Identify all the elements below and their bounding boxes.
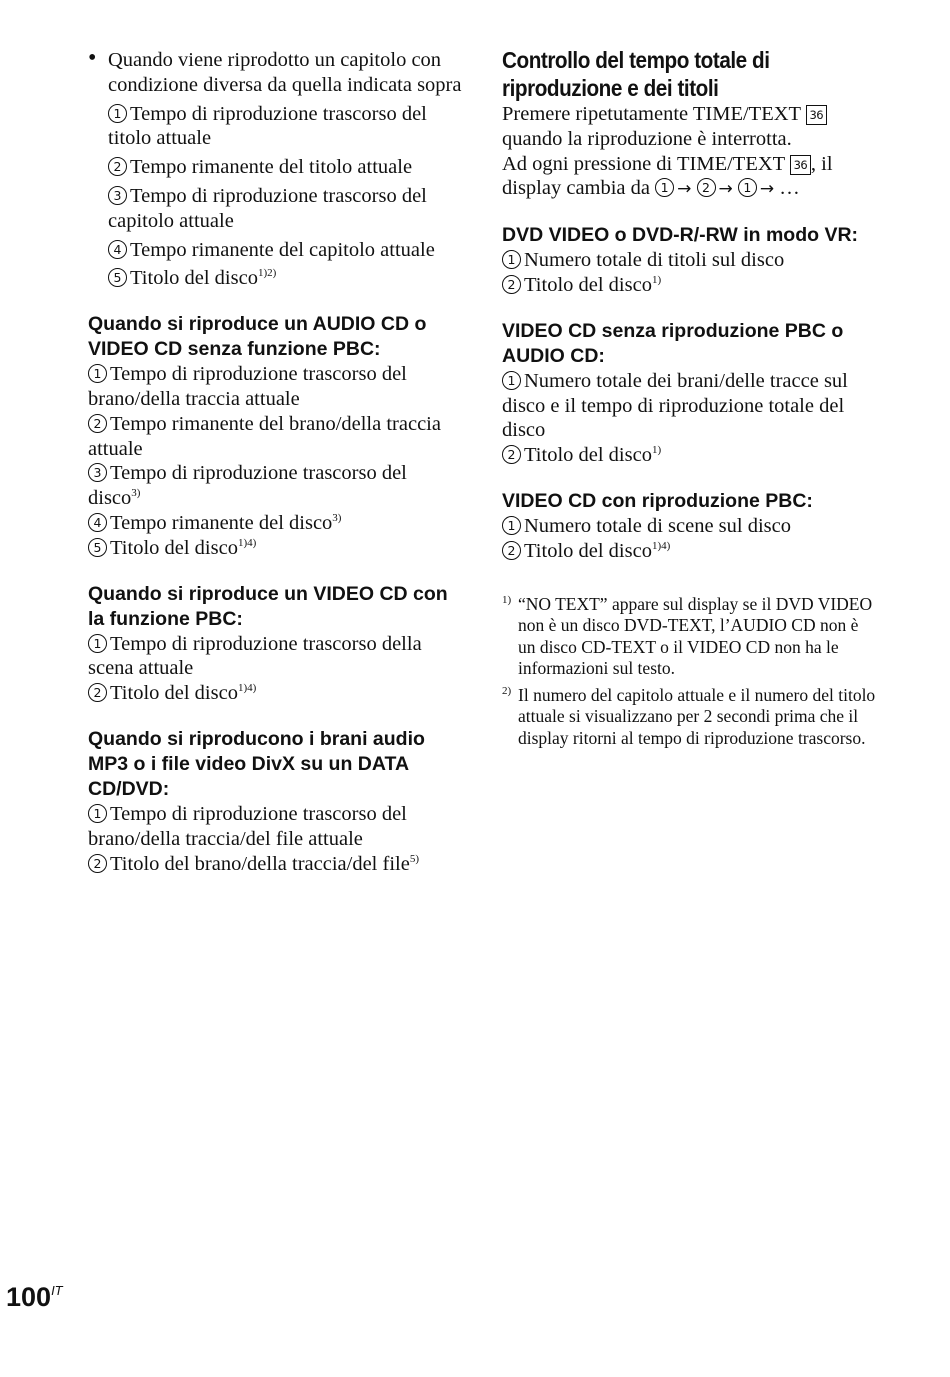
section-heading: Quando si riproduce un VIDEO CD con la funzione PBC:: [88, 582, 448, 630]
bullet-icon: •: [88, 45, 97, 71]
item-text: Numero totale di scene sul disco: [524, 514, 792, 537]
footnote-ref: 1): [651, 444, 662, 457]
item-text: Tempo di riproduzione trascorso del capitolo attuale: [108, 184, 427, 232]
item-text: Titolo del disco: [524, 273, 652, 296]
footnote-ref: 3): [131, 487, 141, 500]
item-text: Tempo rimanente del titolo attuale: [130, 156, 413, 179]
button-ref-icon: 36: [790, 155, 811, 175]
circled-number-icon: 2: [502, 275, 521, 294]
item-text: Titolo del disco: [130, 267, 258, 290]
list-item: [88, 802, 463, 852]
list-item: [88, 852, 463, 877]
circled-number-icon: 2: [108, 157, 127, 176]
list-item: [108, 266, 463, 291]
page-title: Controllo del tempo totale di riproduzione e dei titoli: [502, 47, 770, 101]
list-item: [88, 536, 463, 561]
circled-number-icon: 1: [738, 178, 757, 197]
footnote-ref: 5): [409, 852, 419, 865]
bullet-item: [88, 45, 463, 291]
section-video-cd-no-pbc: [502, 319, 877, 468]
list-item: [502, 539, 877, 564]
footnote-ref: 1)4): [237, 536, 257, 549]
item-text: Tempo di riproduzione trascorso del brano/della traccia/del file attuale: [88, 802, 407, 850]
section-dvd-video: [502, 223, 877, 298]
item-text: Tempo di riproduzione trascorso del disco: [88, 462, 407, 510]
item-text: Numero totale dei brani/delle tracce sul disco e il tempo di riproduzione totale del disco: [502, 369, 848, 442]
item-text: Tempo rimanente del disco: [110, 511, 333, 534]
circled-number-icon: 5: [88, 538, 107, 557]
circled-number-icon: 1: [655, 178, 674, 197]
item-text: Numero totale di titoli sul disco: [524, 249, 785, 272]
list-item: [88, 681, 463, 706]
item-text: Titolo del disco: [524, 444, 652, 467]
intro-text: quando la riproduzione è interrotta.: [502, 127, 792, 150]
circled-number-icon: 2: [88, 683, 107, 702]
circled-number-icon: 1: [108, 104, 127, 123]
section-audio-cd: [88, 312, 463, 560]
section-heading: Quando si riproduce un AUDIO CD o VIDEO CD senza funzione PBC:: [88, 313, 427, 361]
page-number: [6, 1282, 63, 1313]
intro-text: Ad ogni pressione di TIME/TEXT: [502, 152, 785, 175]
circled-number-icon: 2: [502, 445, 521, 464]
list-item: [108, 155, 463, 180]
circled-number-icon: 3: [88, 463, 107, 482]
list-item: [88, 511, 463, 536]
section-heading: VIDEO CD senza riproduzione PBC o AUDIO CD:: [502, 319, 844, 367]
circled-number-icon: 1: [88, 804, 107, 823]
right-column: [502, 46, 877, 754]
ellipsis: …: [779, 177, 800, 200]
circled-number-icon: 1: [88, 634, 107, 653]
list-item: [108, 184, 463, 234]
arrow-right-icon: →: [718, 179, 733, 200]
bullet-intro: Quando viene riprodotto un capitolo con condizione diversa da quella indicata sopra: [108, 49, 462, 96]
list-item: [108, 102, 463, 152]
circled-number-icon: 1: [502, 516, 521, 535]
circled-number-icon: 2: [697, 178, 716, 197]
circled-number-icon: 4: [108, 240, 127, 259]
circled-number-icon: 2: [502, 541, 521, 560]
list-item: [502, 443, 877, 468]
item-text: Tempo di riproduzione trascorso della scena attuale: [88, 632, 422, 680]
intro-text: Premere ripetutamente TIME/TEXT: [502, 103, 801, 125]
list-item: [88, 461, 463, 511]
list-item: [108, 238, 463, 263]
circled-number-icon: 5: [108, 268, 127, 287]
circled-number-icon: 1: [502, 371, 521, 390]
circled-number-icon: 3: [108, 186, 127, 205]
arrow-right-icon: →: [759, 179, 775, 200]
footnote: [502, 685, 877, 750]
list-item: [88, 412, 463, 462]
item-text: Tempo di riproduzione trascorso del titolo attuale: [108, 102, 427, 150]
footnote-ref: 1)4): [237, 682, 257, 695]
circled-number-icon: 2: [88, 854, 107, 873]
footnote-text: “NO TEXT” appare sul display se il DVD VIDEO non è un disco DVD-TEXT, l’AUDIO CD non è un disco CD-TEXT o il VIDEO CD non ha le informazioni sul testo.: [518, 593, 873, 679]
left-column: [88, 46, 463, 876]
item-text: Tempo di riproduzione trascorso del brano/della traccia attuale: [88, 363, 407, 410]
list-item: [88, 632, 463, 682]
footnote-ref: 1)4): [651, 539, 671, 552]
item-text: Tempo rimanente del capitolo attuale: [130, 238, 435, 261]
intro-text: , il display cambia da: [502, 152, 833, 200]
footnote-ref: 1): [651, 273, 662, 286]
list-item: [502, 248, 877, 273]
footnote-mark: 1): [502, 593, 512, 606]
section-data-cd-dvd: [88, 727, 463, 876]
circled-number-icon: 4: [88, 513, 107, 532]
footnote-text: Il numero del capitolo attuale e il numero del titolo attuale si visualizzano per 2 secondi prima che il display ritorni al tempo di riproduzione trascorso.: [518, 684, 876, 748]
list-item: [502, 273, 877, 298]
item-text: Titolo del disco: [110, 536, 238, 559]
section-heading: VIDEO CD con riproduzione PBC:: [502, 489, 813, 512]
item-text: Titolo del disco: [110, 682, 238, 705]
item-text: Titolo del brano/della traccia/del file: [110, 852, 410, 875]
section-video-cd-pbc: [502, 489, 877, 564]
circled-number-icon: 1: [88, 364, 107, 383]
item-text: Tempo rimanente del brano/della traccia attuale: [88, 412, 441, 460]
circled-number-icon: 1: [502, 250, 521, 269]
arrow-right-icon: →: [677, 179, 692, 200]
intro-paragraph: [502, 102, 877, 202]
list-item: [88, 362, 463, 412]
list-item: [502, 514, 877, 539]
page-number-value: 100: [6, 1282, 52, 1312]
item-text: Titolo del disco: [524, 539, 652, 562]
footnote-ref: 1)2): [257, 267, 277, 280]
button-ref-icon: 36: [806, 105, 827, 125]
footnote: [502, 594, 877, 680]
footnote-ref: 3): [332, 511, 342, 524]
section-heading: DVD VIDEO o DVD-R/-RW in modo VR:: [502, 224, 859, 247]
footnote-mark: 2): [502, 684, 512, 697]
footnotes: [502, 594, 877, 750]
section-heading: Quando si riproducono i brani audio MP3 o i file video DivX su un DATA CD/DVD:: [88, 727, 425, 800]
language-code: IT: [51, 1283, 63, 1298]
circled-number-icon: 2: [88, 414, 107, 433]
section-video-cd-pbc: [88, 582, 463, 706]
list-item: [502, 369, 877, 443]
